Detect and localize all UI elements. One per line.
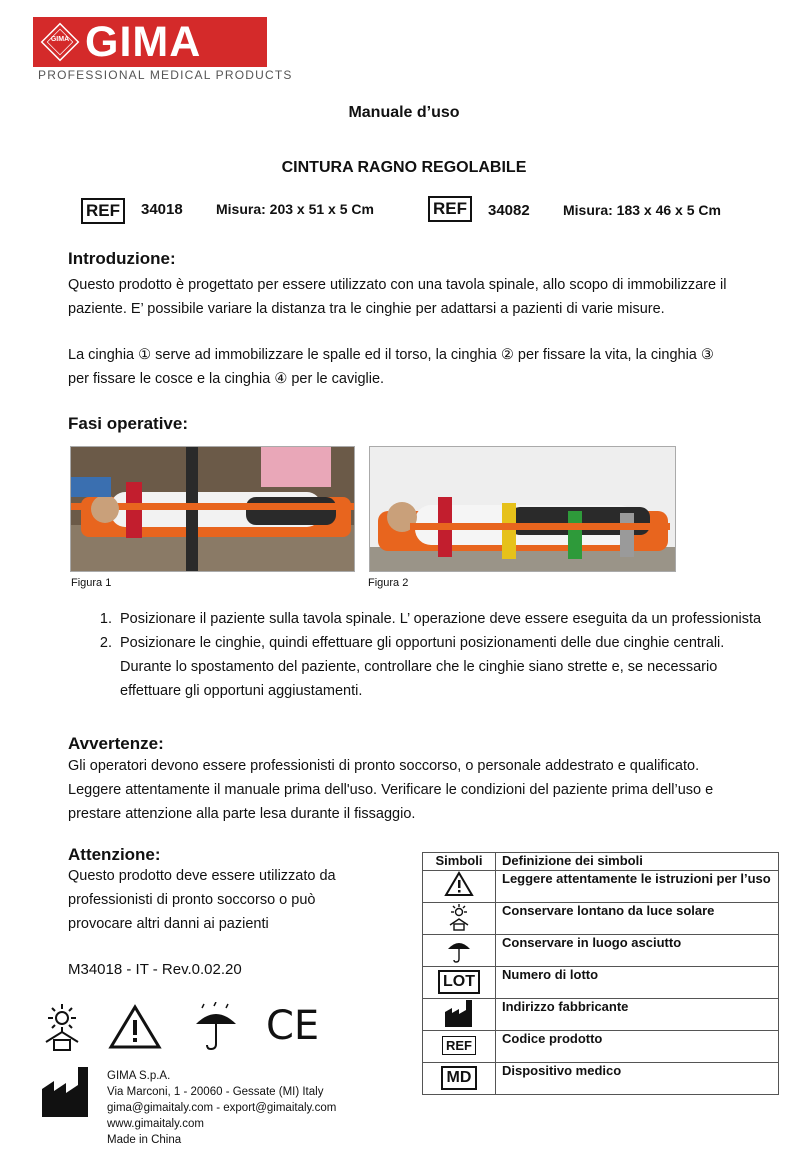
figure-2-caption: Figura 2: [368, 577, 409, 589]
manufacturer-factory-icon: [40, 1065, 96, 1122]
figure-2-photo: [369, 446, 676, 572]
definitions-col-header: Definizione dei simboli: [496, 853, 779, 871]
table-row: [423, 1063, 779, 1095]
md-icon: MD: [441, 1066, 478, 1090]
ref-symbol-1: REF: [81, 198, 125, 224]
symbol-definition: Conservare lontano da luce solare: [496, 903, 779, 935]
table-row: [423, 935, 779, 967]
symbol-definition: Leggere attentamente le istruzioni per l’uso: [496, 871, 779, 903]
manufacturer-street: Via Marconi, 1 - 20060 - Gessate (MI) Italy: [107, 1086, 324, 1098]
symbol-definition: Numero di lotto: [496, 967, 779, 999]
manufacturer-address: [107, 1068, 336, 1148]
size-1: Misura: 203 x 51 x 5 Cm: [216, 201, 374, 217]
table-row: [423, 999, 779, 1031]
logo-tagline: PROFESSIONAL MEDICAL PRODUCTS: [38, 68, 293, 82]
step-item: 2. Posizionare le cinghie, quindi effettuare gli opportuni posizionamenti delle due cinghie centrali. Durante lo spostamento del paziente, controllare che le cinghie siano strette e, se necessario effettuare gli opportuni aggiustamenti.: [116, 631, 776, 703]
figure-1-caption: Figura 1: [71, 577, 112, 589]
table-row: [423, 967, 779, 999]
avvertenze-text: Gli operatori devono essere professionisti di pronto soccorso, o personale addestrato e qualificato. Leggere attentamente il manuale prima dell'uso. Verificare le condizioni del paziente prima dell’uso e prestare attenzione alla parte lesa durante il fissaggio.: [68, 758, 714, 822]
ref-symbol-2: REF: [428, 196, 472, 222]
symbol-definition: Codice prodotto: [496, 1031, 779, 1063]
logo-badge-text: GIMA: [50, 36, 70, 43]
product-title: CINTURA RAGNO REGOLABILE: [281, 159, 527, 176]
lot-icon: LOT: [438, 970, 480, 994]
manufacturer-name: GIMA S.p.A.: [107, 1070, 171, 1082]
manufacturer-email: gima@gimaitaly.com - export@gimaitaly.com: [107, 1102, 337, 1114]
fasi-heading: Fasi operative:: [68, 414, 188, 433]
doc-title: Manuale d’uso: [348, 104, 460, 121]
attenzione-heading: Attenzione:: [68, 845, 161, 864]
ref-code-1: 34018: [141, 201, 183, 218]
warning-icon: [444, 871, 474, 897]
ce-mark-icon: CE: [266, 1003, 320, 1049]
figure-1-photo: [70, 446, 355, 572]
step-item: 1. Posizionare il paziente sulla tavola spinale. L’ operazione deve essere eseguita da un professionista: [116, 607, 776, 631]
intro-paragraph-1: Questo prodotto è progettato per essere utilizzato con una tavola spinale, allo scopo di immobilizzare il paziente. E’ possibile variare la distanza tra le cinghie per adattarsi a pazienti di varie misure.: [68, 277, 727, 317]
table-row: [423, 903, 779, 935]
manufacturer-origin: Made in China: [107, 1134, 182, 1146]
symbol-definition: Dispositivo medico: [496, 1063, 779, 1095]
avvertenze-heading: Avvertenze:: [68, 734, 164, 753]
attenzione-text: Questo prodotto deve essere utilizzato da professionisti di pronto soccorso o può provocare altri danni ai pazienti: [68, 868, 336, 932]
revision-code: M34018 - IT - Rev.0.02.20: [68, 961, 242, 978]
sun-icon: [444, 903, 474, 931]
size-2: Misura: 183 x 46 x 5 Cm: [563, 202, 721, 218]
warning-icon: [108, 1004, 162, 1055]
symbols-col-header: Simboli: [423, 853, 496, 871]
sun-icon: [36, 1002, 88, 1057]
steps-list: [68, 607, 776, 703]
gima-logo: [33, 17, 267, 67]
intro-paragraph-2: La cinghia ① serve ad immobilizzare le spalle ed il torso, la cinghia ② per fissare la vita, la cinghia ③ per fissare le cosce e la cinghia ④ per le caviglie.: [68, 347, 714, 387]
logo-wordmark: GIMA: [85, 18, 202, 66]
symbol-definition: Indirizzo fabbricante: [496, 999, 779, 1031]
manufacturer-website: www.gimaitaly.com: [107, 1118, 204, 1130]
intro-heading: Introduzione:: [68, 249, 176, 268]
symbol-definition: Conservare in luogo asciutto: [496, 935, 779, 967]
table-row: [423, 1031, 779, 1063]
symbols-table: [422, 852, 779, 1095]
umbrella-icon: [446, 935, 472, 963]
ref-code-2: 34082: [488, 202, 530, 219]
ref-icon: REF: [442, 1036, 476, 1055]
umbrella-icon: [192, 1002, 240, 1057]
factory-icon: [444, 999, 474, 1027]
table-row: [423, 871, 779, 903]
